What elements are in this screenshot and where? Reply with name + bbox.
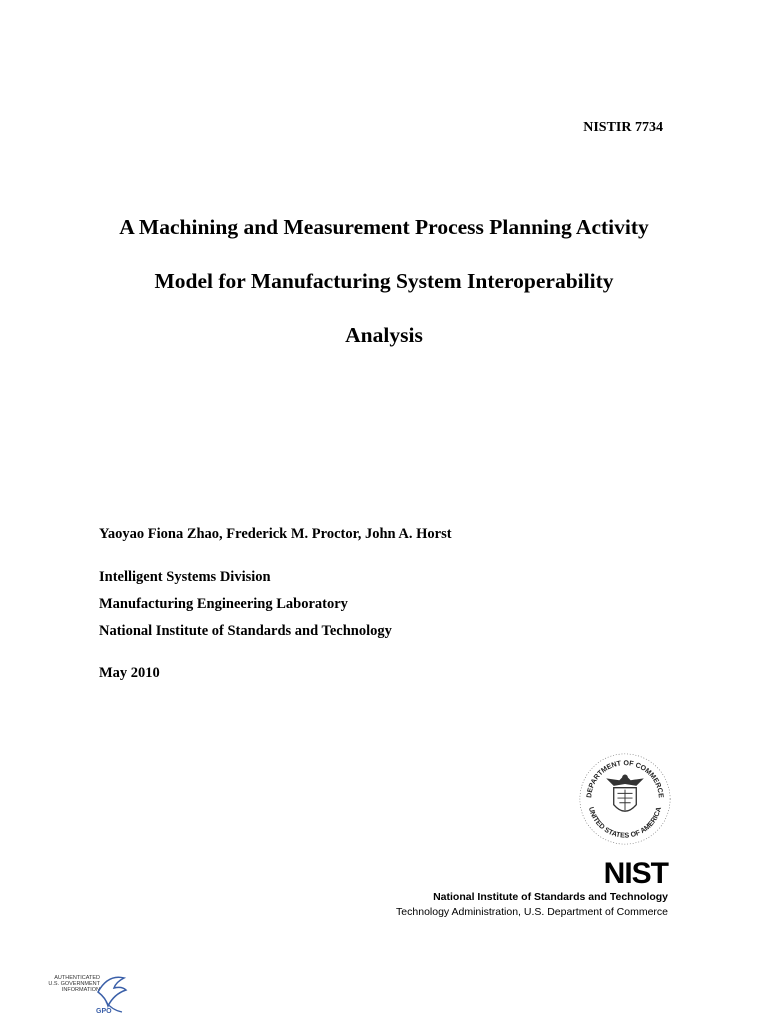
seal-bottom-text: UNITED STATES OF AMERICA [586,806,664,840]
nist-logo: NIST [603,857,668,890]
affiliation-laboratory: Manufacturing Engineering Laboratory [99,596,348,612]
nist-subtitle: Technology Administration, U.S. Department of Commerce [396,906,668,918]
gpo-mark: GPO [96,1008,112,1015]
seal-top-text: DEPARTMENT OF COMMERCE [586,760,664,799]
gpo-text-line: AUTHENTICATED [54,975,100,981]
gpo-eagle-icon [94,972,130,1016]
eagle-shield-icon [606,775,644,812]
authors: Yaoyao Fiona Zhao, Frederick M. Proctor, John A. Horst [99,526,452,542]
affiliation-division: Intelligent Systems Division [99,569,271,585]
department-of-commerce-seal [578,752,672,846]
title-line: Analysis [345,323,423,347]
gpo-text [44,975,100,993]
nist-name: National Institute of Standards and Technology [433,891,668,903]
publication-date: May 2010 [99,665,160,681]
affiliation-institute: National Institute of Standards and Technology [99,623,392,639]
gpo-authenticated-logo [44,972,130,1016]
document-title [0,212,768,374]
report-number: NISTIR 7734 [583,120,663,135]
title-line: Model for Manufacturing System Interoperability [154,269,614,293]
title-line: A Machining and Measurement Process Planning Activity [119,215,649,239]
gpo-text-line: U.S. GOVERNMENT [48,981,100,987]
gpo-text-line: INFORMATION [61,987,100,993]
